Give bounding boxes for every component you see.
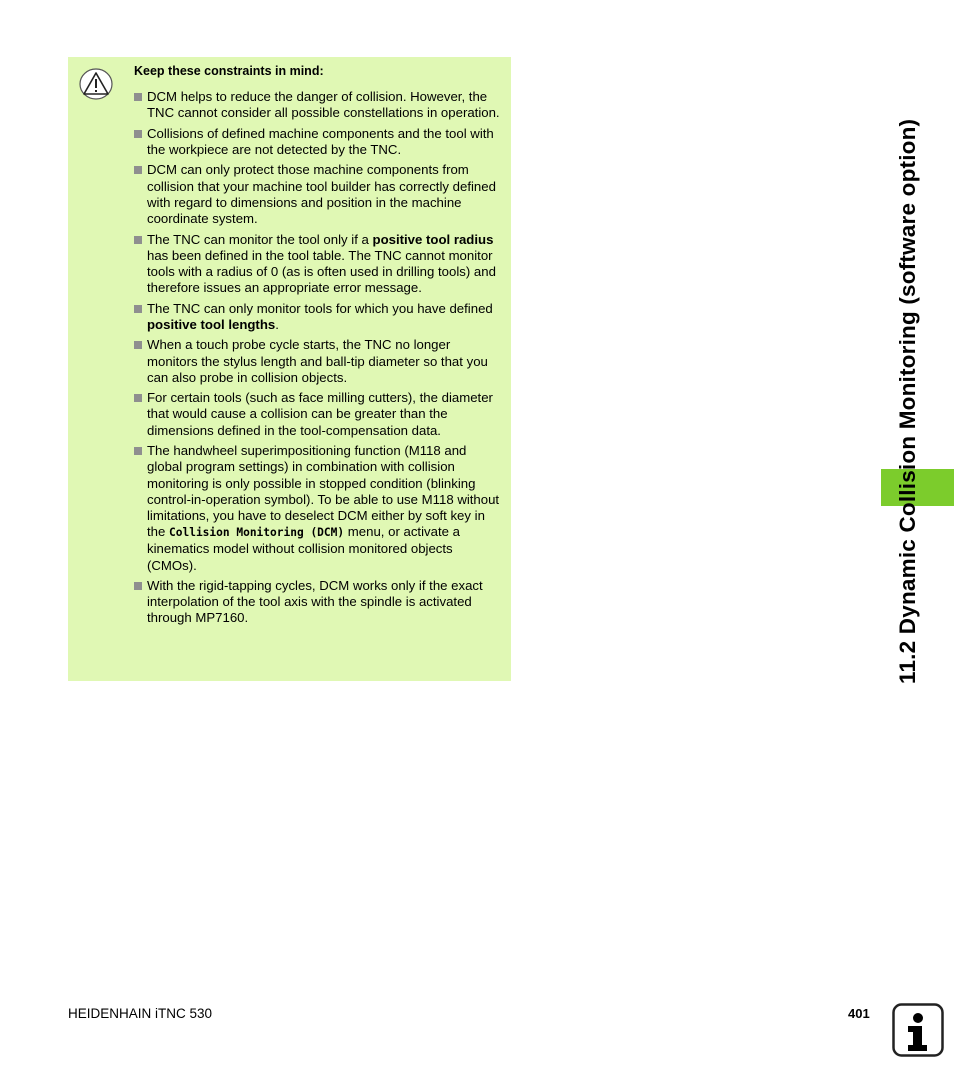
item-text: For certain tools (such as face milling cutters), the diameter that would cause a collision can be greater than the dimensions defined in the tool-compensation data.	[147, 390, 493, 438]
page-number: 401	[848, 1006, 870, 1021]
constraints-list	[134, 89, 502, 631]
running-head: 11.2 Dynamic Collision Monitoring (software option)	[895, 118, 920, 684]
item-text: When a touch probe cycle starts, the TNC no longer monitors the stylus length and ball-tip diameter so that you can also probe in collision objects.	[147, 337, 488, 385]
item-text: has been defined in the tool table. The TNC cannot monitor tools with a radius of 0 (as is often used in drilling tools) and therefore issues an appropriate error message.	[147, 247, 496, 296]
item-text: menu, or activate a kinematics model without collision monitored objects (CMOs).	[147, 524, 460, 573]
bold-term: positive tool lengths	[147, 316, 276, 332]
list-item	[134, 162, 502, 227]
info-icon	[892, 1003, 944, 1057]
list-item	[134, 89, 502, 121]
item-text: Collisions of defined machine components and the tool with the workpiece are not detected by the TNC.	[147, 125, 494, 157]
item-text: The TNC can only monitor tools for which you have defined	[147, 300, 493, 316]
list-item	[134, 232, 502, 297]
item-text: DCM can only protect those machine components from collision that your machine tool builder has correctly defined with regard to dimensions and position in the machine coordinate system.	[147, 162, 496, 227]
item-text: The handwheel superimpositioning function (M118 and global program settings) in combination with collision monitoring is only possible in stopped condition (blinking control-in-operation symbol). To be able to use M118 without limitations, you have to deselect DCM either by soft key in the	[147, 443, 500, 540]
item-text: The TNC can monitor the tool only if a	[147, 231, 373, 247]
warning-icon	[79, 68, 113, 100]
item-text: With the rigid-tapping cycles, DCM works only if the exact interpolation of the tool axis with the spindle is activated through MP7160.	[147, 578, 483, 626]
list-item	[134, 126, 502, 158]
list-item	[134, 301, 502, 333]
list-item	[134, 443, 502, 574]
list-item	[134, 337, 502, 386]
footer-product: HEIDENHAIN iTNC 530	[68, 1006, 213, 1021]
softkey-label: Collision Monitoring (DCM)	[169, 526, 345, 540]
item-text: .	[275, 316, 279, 332]
bold-term: positive tool radius	[372, 231, 494, 247]
item-text: DCM helps to reduce the danger of collision. However, the TNC cannot consider all possible constellations in operation.	[147, 89, 500, 121]
list-item	[134, 578, 502, 627]
list-item	[134, 390, 502, 439]
note-heading: Keep these constraints in mind:	[134, 64, 324, 78]
